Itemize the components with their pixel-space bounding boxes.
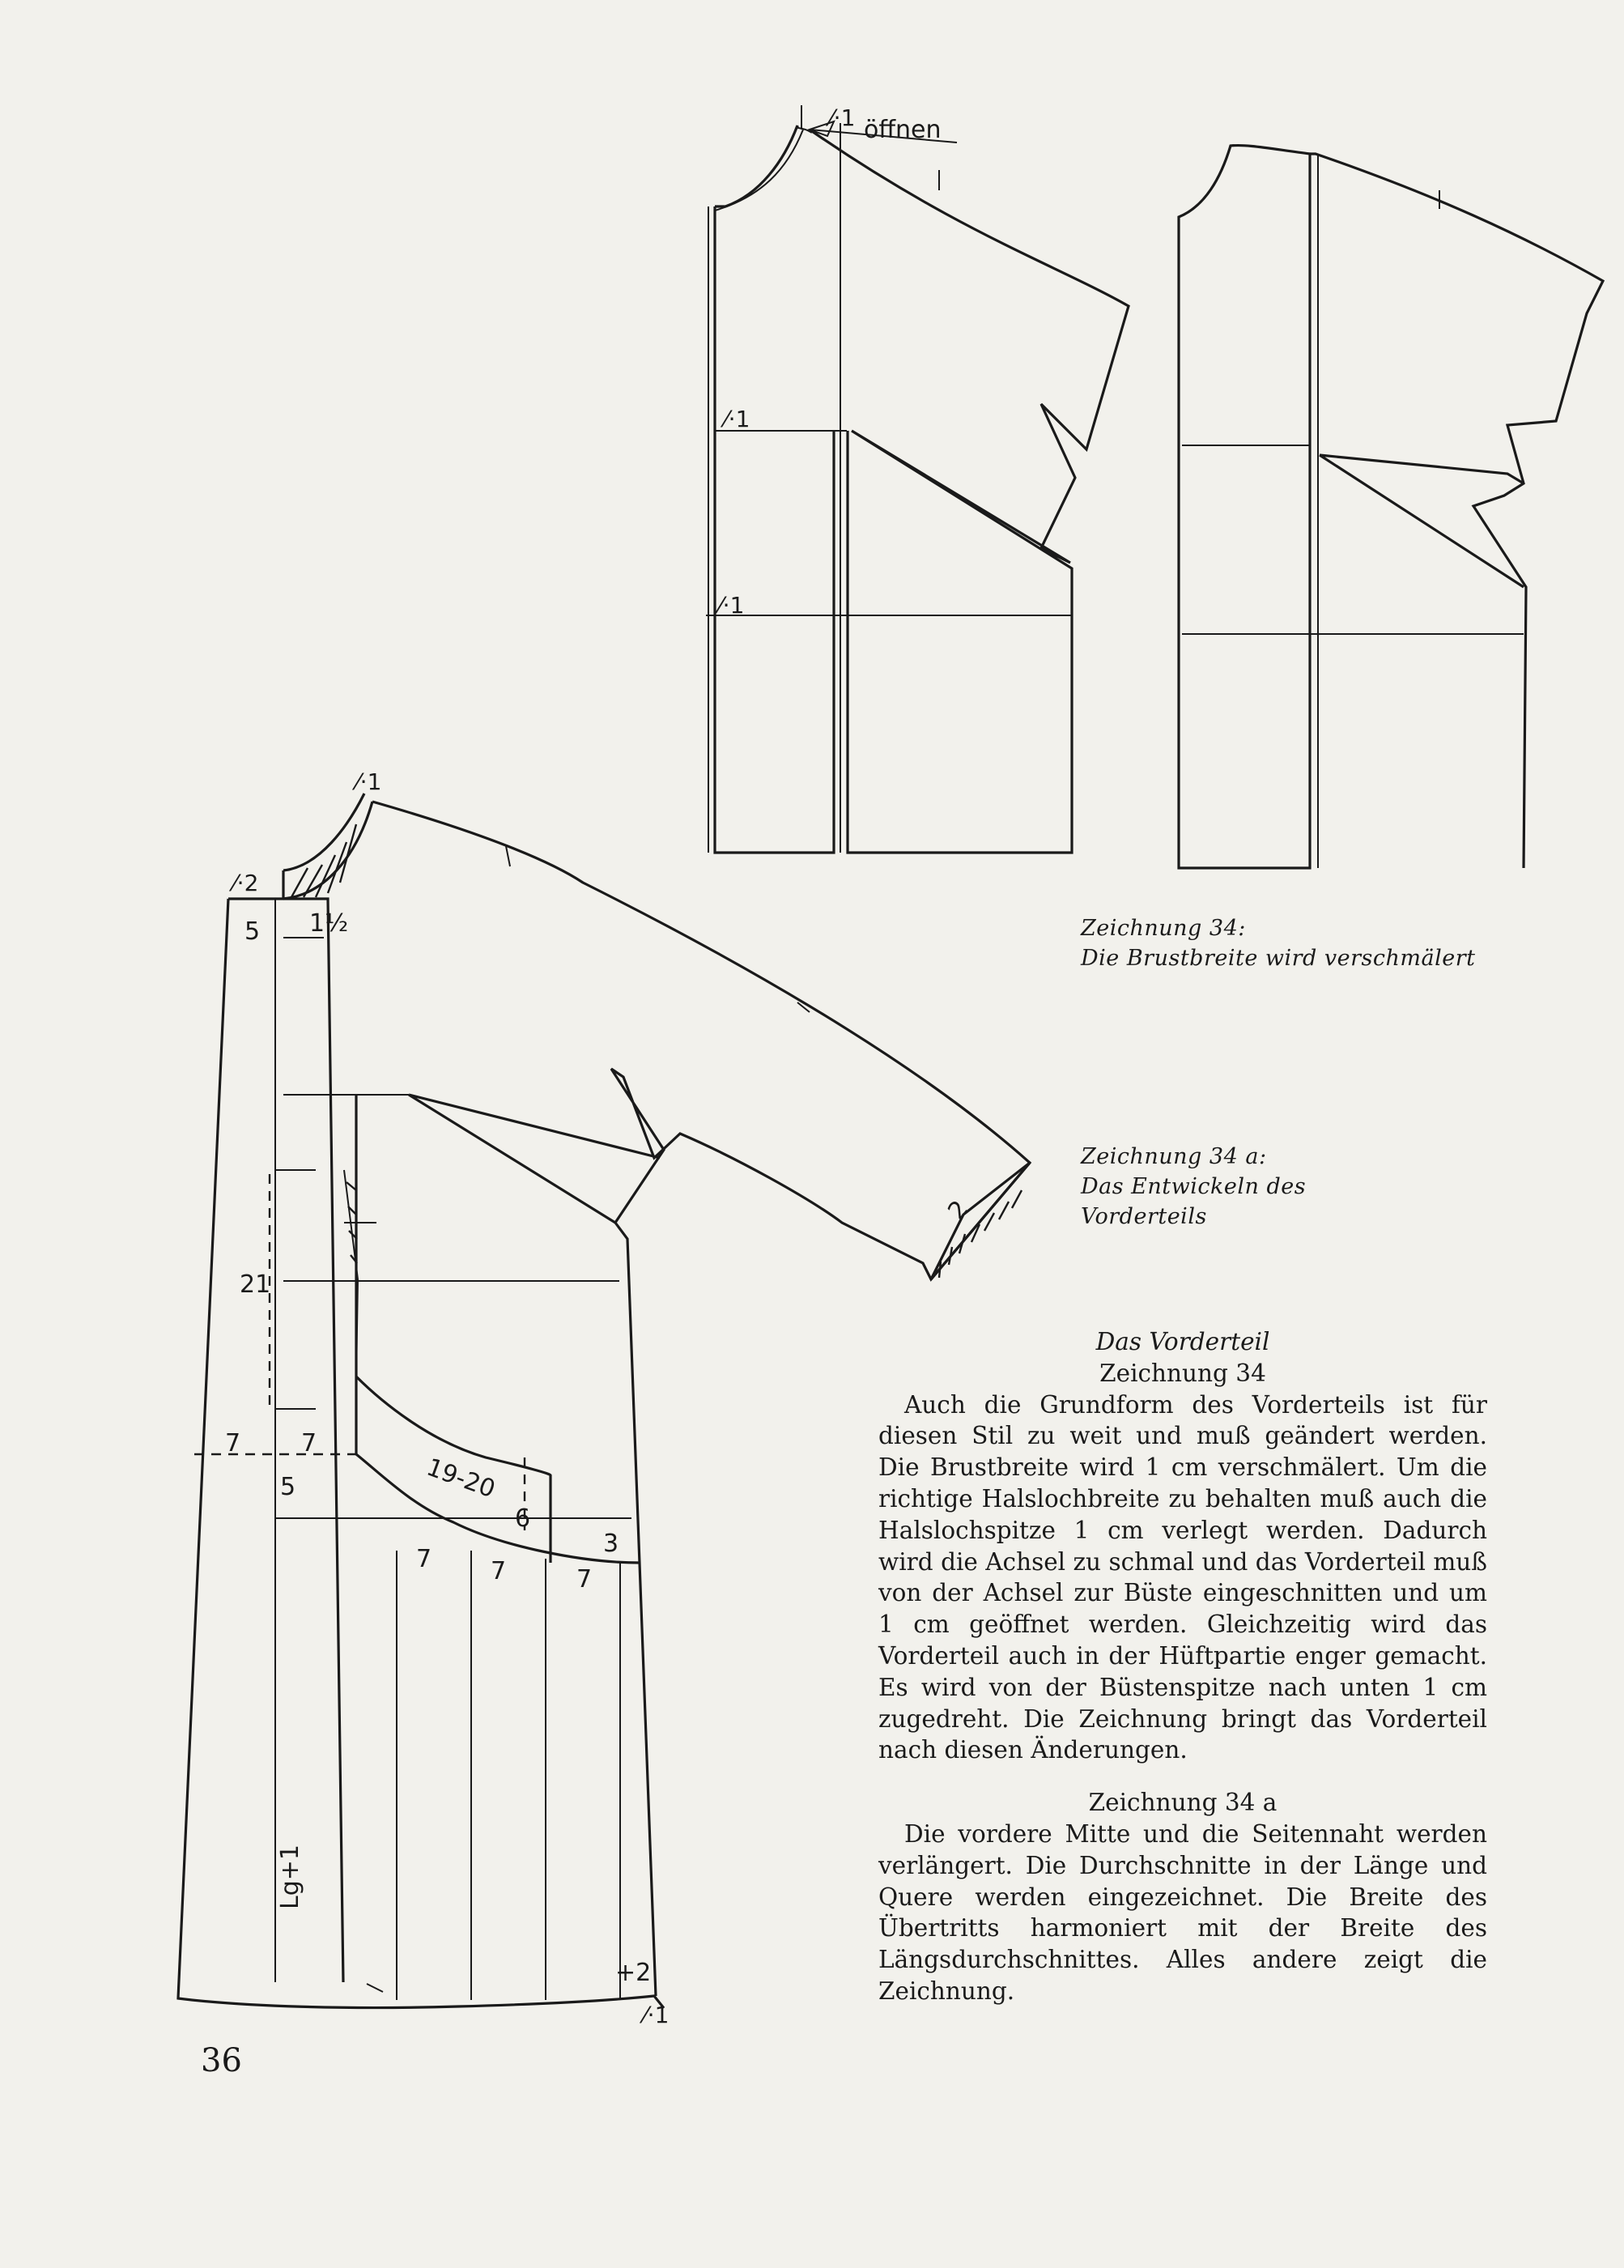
label-main-div-top: ⁄·1	[356, 768, 382, 795]
label-main-7-a: 7	[225, 1429, 241, 1457]
subheading-34: Zeichnung 34	[1099, 1359, 1266, 1387]
paragraph-34: Auch die Grundform des Vorderteils ist für diesen Stil zu weit und muß geändert werden. Die Brustbreite wird 1 cm verschmälert. Um die richtige Halslochbreite zu behalten muß auch die Halslochspitze 1 cm verlegt werden. Dadurch wird die Achsel zu schmal und das Vorderteil muß von der Achsel zur Büste eingeschnitten und um 1 cm geöffnet werden. Gleichzeitig wird das Vorderteil auch in der Hüftpartie enger gemacht. Es wird von der Büstenspitze nach unten 1 cm zugedreht. Die Zeichnung bringt das Vorderteil nach diesen Änderungen.	[878, 1390, 1487, 1764]
figure-34-right-piece	[1179, 146, 1603, 868]
label-main-5-top: 5	[244, 917, 261, 946]
label-main-plus2: +2	[615, 1959, 652, 1987]
label-main-21: 21	[240, 1270, 271, 1299]
caption-34	[1081, 913, 1476, 973]
label-main-7-b: 7	[301, 1429, 317, 1457]
label-top-div1: ⁄·1	[830, 104, 856, 131]
label-main-7-c: 7	[416, 1545, 432, 1573]
caption-34a-line1: Das Entwickeln des	[1081, 1174, 1307, 1199]
caption-34a-title: Zeichnung 34 a:	[1081, 1144, 1267, 1169]
figure-34-left-piece	[706, 123, 1129, 853]
label-main-div-bottom: ⁄·1	[644, 2002, 670, 2028]
label-main-7-e: 7	[576, 1565, 593, 1594]
label-top-div2: ⁄·1	[725, 406, 750, 432]
caption-34a	[1081, 1142, 1306, 1232]
label-main-5-mid: 5	[280, 1473, 296, 1501]
body-text	[878, 1326, 1487, 2007]
label-main-2-sleeve: 2	[942, 1195, 975, 1226]
label-main-3: 3	[603, 1530, 619, 1558]
paragraph-34a: Die vordere Mitte und die Seitennaht werden verlängert. Die Durchschnitte in der Länge und Quere werden eingezeichnet. Die Breite des Übertritts harmoniert mit der Breite des Längsdurchschnittes. Alles andere zeigt die Zeichnung.	[878, 1819, 1487, 2005]
label-top-div3: ⁄·1	[719, 592, 745, 619]
label-main-1-5: 1½	[309, 909, 349, 938]
caption-34-text: Die Brustbreite wird verschmälert	[1081, 946, 1476, 971]
label-main-lg1: Lg+1	[276, 1845, 304, 1909]
section-heading: Das Vorderteil	[1095, 1328, 1270, 1355]
label-main-6: 6	[515, 1504, 531, 1533]
label-main-19-20: 19-20	[423, 1453, 500, 1504]
label-main-div-left: ⁄·2	[233, 870, 259, 896]
label-main-7-d: 7	[491, 1557, 507, 1585]
caption-34-title: Zeichnung 34:	[1081, 916, 1246, 941]
label-oeffnen: öffnen	[864, 116, 942, 144]
page-number: 36	[201, 2042, 242, 2079]
subheading-34a: Zeichnung 34 a	[1088, 1789, 1278, 1817]
caption-34a-line2: Vorderteils	[1081, 1204, 1207, 1229]
